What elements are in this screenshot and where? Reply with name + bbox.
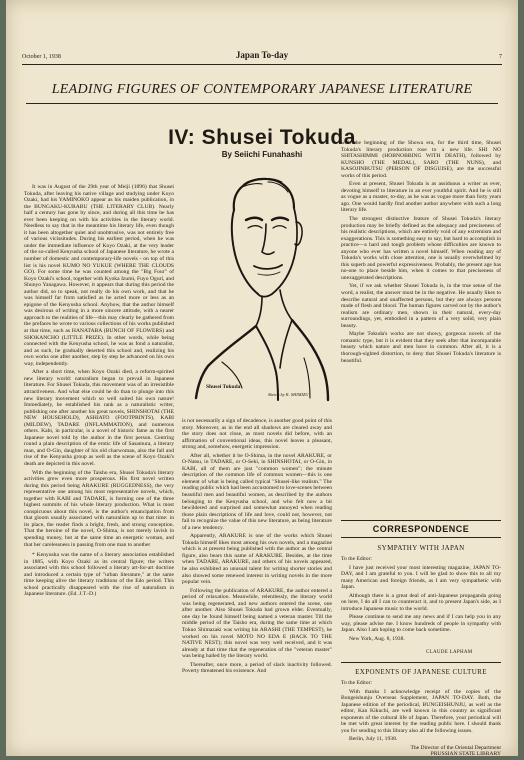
letter-signature: PRUSSIAN STATE LIBRARY: [430, 751, 501, 756]
paragraph: With the beginning of the Taisho era, Shusei Tokuda's literary activities grew even more prosperous. His first novel written during this period being ARAKURE (RUGGEDNESS), the very representative one among his most representative novels, which, together with KABI and TADARE, is forming one of the three highest summits of his whole literary production. What is most conspicuous about this novel, is the author's emancipation from that gloom usually associated with naturalism up to that time: in its place, the reader finds a bright, fresh, and strong conception. That the heroine of the novel, O-Shima, is not merely lavish in spending money, but at the same time an energetic woman, and that her carelessness in passing from one man to another: [24, 469, 174, 548]
portrait-sketch-drawing: [182, 162, 334, 402]
paragraph: is not necessarily a sign of decadence, is another good point of this story. Moreover, as in the end all shadows are cleared away and the story does not close, as most novels did before, with an affirmation of conventional ideas, this novel leaves a pleasant, strong and, somehow, energetic impression.: [182, 418, 332, 451]
letter-salutation: To the Editor:: [341, 556, 372, 562]
paragraph: Please continue to send me any news and if I can help you in any way, please advise me. I know hundreds of people in sympathy with Japan. Also I am hoping to come back sometime.: [341, 614, 501, 634]
paragraph: Following the publication of ARAKURE, the author entered a period of relaxation. Meanwhile, relentlessly, the literary world was being regenerated, and new authors entered the scene, one after another. Also Shusei Tokuda had grown elder. Eventually, one day he found himself being named a veteran master. Till the middle period of the Taisho era, during the same time at which Tokuo Shimazaki was writing his ARASHI (THE TEMPEST), he worked on his novel MOTO NO EDA E (BACK TO THE NATIVE NEST); this novel was very well received, and it was already at that time that the regeneration of the "veteran master" was being hailed by the literary world.: [182, 587, 332, 660]
article-column-3: [341, 140, 501, 512]
letter-title: SYMPATHY WITH JAPAN: [377, 544, 465, 552]
paragraph: with the beginning of the Showa era, for the third time, Shusei Tokuda's literary production rose to a new life. SHI NO SHITASHIMMI (HOBNOBBING WITH DEATH), followed by KUNSHO (THE MEDAL), SARO (THE NUNS), and KASOJINBUTSU (PERSON OF DISGUISE), are the successful works of this period.: [341, 140, 501, 179]
article-column-1: [24, 184, 174, 750]
running-header: [22, 50, 502, 65]
magazine-title: Japan To-day: [235, 50, 289, 60]
letter-separator: [341, 662, 501, 663]
paragraph: Maybe Tokuda's works are not showy, gorgeous novels of the romantic type, but it is evident that they seek after that incomparable beauty which nature and men have in common. After all, it is a thorough-sighted distortion, to deny that Shusei Tokuda's literature is beautiful.: [341, 331, 501, 364]
paragraph: After all, whether it be O-Shima, in the novel ARAKURE, or O-Natsu, in TADARE, or O-Seki, in SHINSHOTAI, or O-Gin, in KABI, all of them are just "common women"; the minute description of the common life of common women—this is one element of what is being called typical "Shusei-like realism." The reading public which had been accustomed to love-scenes between beautiful men and beautiful women, as described by the authors belonging to the Kenyusha school, and who felt now a bit bewildered and surprised and somewhat annoyed when reading those plain descriptions of life and love, could not, however, not fail to recognize the value of this new literature, as being literature of a new tendency.: [182, 452, 332, 531]
footnote: * Kenyusha was the name of a literary association established in 1885, with Koyo Ozaki as its central figure; the writers associated with this school followed a literary art-for-art doctrine and introduced a certain type of "urban literature," at the same time keeping alive the literary traditions of the Edo period. This school practically disappeared with the rise of naturalism in Japanese literature. (Ed. J.T.-D.): [24, 552, 174, 598]
paragraph: I have just received your most interesting magazine, JAPAN TO-DAY, and I am grateful to you. I will be glad to show this to all my many American and foreign friends, as I am very sympathetic with Japan.: [341, 564, 501, 591]
paragraph: Thereafter, once more, a period of slack inactivity followed. Poverty threatened his existence. And: [182, 661, 332, 675]
paragraph: Even at present, Shusei Tokuda is as assiduous a writer as ever, devoting himself to literature in an ever youthful spirit. And he is still as vogue as a master, to-day, as he was as vogue more than forty years ago. One would hardly find another author anywhere with such a long literary life.: [341, 181, 501, 214]
letter-place-date: New York, Aug. 8, 1938.: [349, 636, 405, 643]
letter-signature: CLAUDE LAPHAM: [426, 650, 473, 655]
portrait-sketch: [182, 162, 334, 402]
letter-title: EXPONENTS OF JAPANESE CULTURE: [355, 668, 487, 676]
letter-body: [341, 680, 501, 756]
page-number: 7: [499, 54, 502, 60]
paragraph: Apparently, ARAKURE is one of the works which Shusei Tokuda himself likes most among his own novels, and a magazine which is at present being published with the author as the central figure, also bears this name of ARAKURE. Besides, at the time when TADARE, ARAKURE, and others of his novels appeared, he also exhibited an unusual talent for writing shorter stories and also showed some renewed interest in writing novels in the more popular vein.: [182, 533, 332, 586]
magazine-page: [6, 0, 518, 756]
series-rule: [26, 103, 498, 104]
sketch-credit: Sketch by K. SHIMIZU: [268, 392, 309, 397]
paragraph: Although there is a great deal of anti-Japanese propaganda going on here, I do all I can to counteract it, and to present Japan's side, as I introduce Japanese music to the world.: [341, 592, 501, 612]
paragraph: Yet, if we ask whether Shusei Tokuda is, in the true sense of the word, a realist, the answer must be in the negative. He usually likes to describe natural and unaffected persons, but they are always persons made of flesh and blood. The human figures carved out by the author's realism are ordinary men, shown in their natural, every-day surroundings, yet, embodied in a pattern of a very solid, very plain beauty.: [341, 283, 501, 329]
paragraph: The strongest distinctive feature of Shusei Tokuda's literary production may be briefly defined as the adequacy and preciseness of his realistic descriptions, which are entirely void of any extremism and exaggerations. This is something easy to say, but hard to accomplish in practice—a hard and tough problem whose difficulties are known to anyone who ever has written a novel himself. When reading any of Tokuda's works with close attention, one is usually overwhelmed by this superb and powerful expressiveness. Probably, the present age has no-one to place beside him, when it comes to that preciseness of unexaggerated descriptions.: [341, 216, 501, 281]
paragraph: After a short time, when Koyo Ozaki died, a reform-spirited new literary world: naturalism began to prevail in Japanese literature. For Shusei Tokuda, this movement was of an irresistible attractiveness. And what else could he do than to plunge into this new literary movement which so well suited his own nature! Immediately, he established his rank as a naturalistic writer, publishing one after another his great novels, SHINSHOTAI (THE NEW HOUSEHOLD), ASHIATO (FOOTPRINTS), KABI (MILDEW), TADARE (INFLAMMATION), and numerous others. Kabi, in particular, is a novel of historic fame as the first Japanese novel told by the author in the first person. Centring round a plain description of the erotic life of Sasamura, a literary man, and O-Gin, daughter of his old charwoman, also the fall and rise of the Kenyusha group as well as the scene of Koyo Ozaki's death are depicted in this novel.: [24, 369, 174, 467]
correspondence-heading: CORRESPONDENCE: [341, 520, 501, 538]
series-title: LEADING FIGURES OF CONTEMPORARY JAPANESE LITERATURE: [51, 82, 473, 97]
paragraph: It was in August of the 29th year of Meiji (1896) that Shusei Tokuda, after leaving his native village and studying under Koyo Ozaki, had his YAMINOKO appear as his maiden publication, in the BUNGAKU-KURABU (THE LITERARY CLUB). Nearly half a century has gone by since, and during all this time he has ever been keeping on with his activities in the literary world. Needless to say that in the meantime his literary life, even though it has been altogether quiet and unobtrusive, was not entirely free of various vicissitudes. During his earliest period, when he was under the immediate influence of Koyo Ozaki, at the very leader of the so-called Kenyusha school of Japanese literature, he wrote a number of domestic and contemporary-life novels - on top of this list is his novel KUMO NO YUKUE (WHERE THE CLOUDS GO). For some time he was counted among the "Big Four" of Koyo Ozaki's school, together with Kyoka Izumi, Fuyo Oguri, and Shunyo Yanagawa. However, it appears that during this period the author did, so to speak, not really do his own work, and that he was himself far from satisfied as he acted more or less as an epigone of the Kenyusha school. Anyhow, that the author himself was desirous of writing in a more sincere attitude, with a nearer approach to the realities of life—this may clearly be gathered from the prefaces he wrote to various collections of his works published at that time, such as HANATABA (BUNCH OF FLOWERS) and SHOKANCHO (LITTLE PRIZE). In other words, while being connected with the Kenyusha school, he was as fond a naturalist, and as such, he gradually deserted this school and, realizing his own works one after another, step by step he advanced on his own way, independently.: [24, 184, 174, 367]
letter-place-date: Berlin, July 11, 1938.: [349, 736, 398, 743]
paragraph: With thanks I acknowledge receipt of the copies of the Bungeishunju Overseas Supplement, JAPAN TO-DAY. Both, the Japanese edition of the periodical, BUNGEISHUNJU, as well as the editor, Kan Kikuchi, are well known in this country as significant exponents of the cultural life of Japan. Therefore, your periodical will be met with great interest by the reading public here. I should thank you for sending to this library also all the following issues.: [341, 688, 501, 734]
issue-date: October 1, 1938: [22, 54, 61, 60]
article-title: IV: Shusei Tokuda: [168, 126, 356, 149]
article-column-2: [182, 418, 332, 750]
portrait-caption: Shusei Tokuda: [206, 384, 241, 390]
letter-signature: The Director of the Oriental Department: [410, 744, 501, 751]
letter-salutation: To the Editor:: [341, 680, 372, 686]
byline: By Seiichi Funahashi: [221, 150, 303, 159]
letter-body: [341, 556, 501, 648]
